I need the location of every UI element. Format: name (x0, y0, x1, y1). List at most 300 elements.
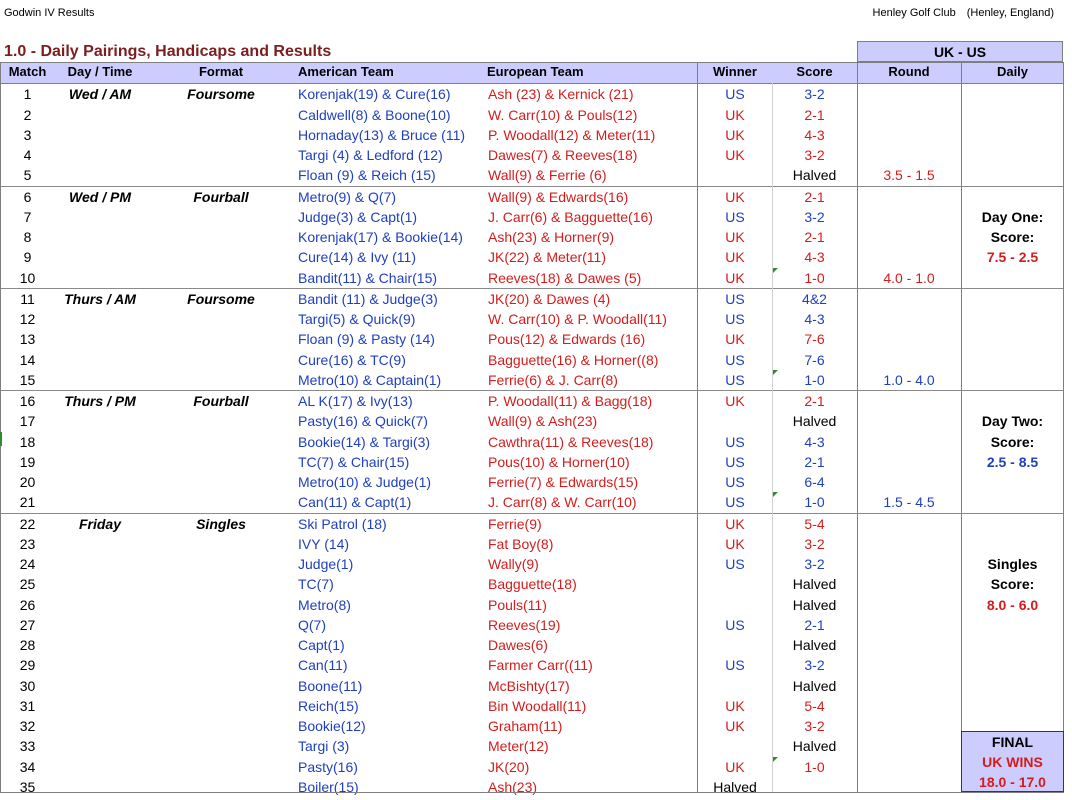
american-team-cell: Caldwell(8) & Boone(10) (298, 106, 451, 123)
european-team-cell: Meter(12) (488, 738, 549, 755)
results-table (0, 62, 1064, 797)
match-cell: 20 (19, 474, 36, 490)
round-score-cell (857, 309, 961, 329)
winner-cell (698, 676, 772, 696)
day-time-cell (55, 736, 145, 756)
round-score-cell (857, 187, 961, 207)
round-score-cell (857, 635, 961, 655)
score-cell: 6-4 (804, 474, 825, 490)
round-score-cell (857, 514, 961, 534)
american-team-cell: IVY (14) (298, 535, 350, 552)
daily-score-cell: Score: (990, 229, 1035, 245)
score-cell: 3-2 (804, 556, 825, 572)
table-row (0, 757, 1064, 777)
match-cell: 8 (23, 229, 32, 245)
day-time-cell: Thurs / PM (64, 393, 136, 409)
day-time-cell (55, 145, 145, 165)
score-cell: 3-2 (804, 86, 825, 103)
format-cell (145, 105, 297, 125)
col-american: American Team (298, 64, 394, 79)
match-cell: 23 (19, 535, 36, 552)
table-row (0, 268, 1064, 289)
winner-cell: UK (725, 515, 745, 532)
score-cell: 3-2 (804, 718, 825, 734)
format-cell (145, 309, 297, 329)
european-team-cell: W. Carr(10) & P. Woodall(11) (488, 311, 667, 327)
american-team-cell: Capt(1) (298, 637, 345, 653)
round-score-cell (857, 736, 961, 756)
winner-cell: UK (725, 697, 745, 714)
table-body (0, 84, 1064, 797)
score-cell: 5-4 (804, 515, 825, 532)
score-cell: Halved (792, 677, 837, 694)
day-time-cell: Friday (78, 515, 121, 532)
day-time-cell: Wed / PM (69, 188, 131, 205)
match-cell: 25 (19, 576, 36, 593)
day-time-cell (55, 676, 145, 696)
daily-score-cell: Day One: (981, 208, 1044, 225)
round-score-cell (857, 574, 961, 594)
round-score-cell (857, 757, 961, 777)
match-cell: 3 (23, 126, 32, 143)
round-score-cell (857, 391, 961, 411)
daily-score-cell (961, 187, 1064, 207)
table-row (0, 452, 1064, 472)
daily-score-cell: 8.0 - 6.0 (986, 596, 1039, 613)
daily-score-cell (961, 676, 1064, 696)
american-team-cell: AL K(17) & Ivy(13) (298, 393, 413, 409)
format-cell (145, 635, 297, 655)
match-cell: 34 (19, 758, 36, 775)
document-title: Godwin IV Results (4, 7, 95, 19)
club-info (873, 7, 1054, 19)
match-cell: 7 (23, 208, 32, 225)
table-row (0, 574, 1064, 594)
round-score-cell (857, 350, 961, 370)
format-cell: Singles (196, 515, 246, 532)
score-cell: 7-6 (804, 331, 825, 348)
score-cell: 2-1 (804, 393, 825, 409)
col-daily: Daily (996, 64, 1029, 79)
table-row (0, 736, 1064, 756)
european-team-cell: Wall(9) & Edwards(16) (488, 188, 629, 205)
match-cell: 15 (19, 371, 36, 388)
round-score-cell (857, 227, 961, 247)
winner-cell: US (725, 86, 745, 103)
daily-score-cell (961, 125, 1064, 145)
score-cell: 4-3 (804, 126, 825, 143)
daily-score-cell (961, 289, 1064, 309)
american-team-cell: Bandit (11) & Judge(3) (298, 290, 438, 307)
day-time-cell (55, 472, 145, 492)
european-team-cell: Fat Boy(8) (488, 535, 554, 552)
format-cell (145, 329, 297, 349)
winner-cell: UK (725, 718, 745, 734)
table-row (0, 615, 1064, 635)
cell-marker (0, 432, 2, 446)
table-row (0, 227, 1064, 247)
col-score: Score (796, 64, 833, 79)
daily-score-cell (961, 105, 1064, 125)
european-team-cell: J. Carr(6) & Bagguette(16) (488, 208, 653, 225)
american-team-cell: Metro(8) (298, 596, 351, 613)
european-team-cell: Ash(23) (488, 778, 538, 795)
match-cell: 22 (19, 515, 36, 532)
european-team-cell: Pous(12) & Edwards (16) (488, 331, 646, 348)
table-row (0, 655, 1064, 675)
european-team-cell: Pouls(11) (488, 596, 547, 613)
european-team-cell: Bin Woodall(11) (488, 697, 587, 714)
european-team-cell: Bagguette(16) & Horner((8) (488, 351, 659, 368)
round-score-cell (857, 595, 961, 615)
table-row (0, 716, 1064, 736)
score-cell: 3-2 (804, 147, 825, 163)
day-time-cell (55, 757, 145, 777)
table-row (0, 534, 1064, 554)
table-row (0, 696, 1064, 716)
winner-cell: US (725, 311, 745, 327)
format-cell: Foursome (187, 290, 255, 307)
match-cell: 27 (19, 616, 36, 633)
table-row (0, 289, 1064, 309)
format-cell (145, 411, 297, 431)
match-cell: 19 (19, 453, 36, 470)
round-score-cell (857, 716, 961, 736)
daily-score-cell (961, 492, 1064, 512)
score-cell: Halved (792, 637, 837, 653)
american-team-cell: Metro(10) & Judge(1) (298, 474, 432, 490)
table-row (0, 329, 1064, 349)
table-row (0, 350, 1064, 370)
score-cell: 3-2 (804, 657, 825, 674)
table-row (0, 676, 1064, 696)
score-cell: 4&2 (802, 290, 827, 307)
format-cell: Fourball (193, 188, 249, 205)
winner-cell (698, 411, 772, 431)
day-time-cell (55, 370, 145, 390)
european-team-cell: Wally(9) (488, 556, 539, 572)
daily-score-cell: Day Two: (981, 413, 1044, 430)
winner-cell: UK (725, 229, 745, 245)
american-team-cell: Floan (9) & Reich (15) (298, 167, 436, 184)
winner-cell: UK (725, 147, 745, 163)
european-team-cell: Ferrie(7) & Edwards(15) (488, 474, 639, 490)
comment-marker (773, 370, 778, 375)
american-team-cell: Targi (3) (298, 738, 350, 755)
table-row (0, 554, 1064, 574)
day-time-cell (55, 268, 145, 288)
match-cell: 6 (23, 188, 32, 205)
format-cell (145, 227, 297, 247)
club-location: (Henley, England) (966, 7, 1054, 19)
daily-score-cell (961, 84, 1064, 104)
daily-score-cell (961, 514, 1064, 534)
score-cell: 2-1 (804, 106, 825, 123)
american-team-cell: Cure(14) & Ivy (11) (298, 249, 416, 266)
european-team-cell: Ferrie(9) (488, 515, 542, 532)
round-score-cell (857, 207, 961, 227)
winner-cell: US (725, 494, 745, 511)
european-team-cell: JK(22) & Meter(11) (488, 249, 606, 266)
format-cell (145, 757, 297, 777)
day-time-cell (55, 615, 145, 635)
daily-score-cell (961, 350, 1064, 370)
match-cell: 28 (19, 637, 36, 653)
match-cell: 26 (19, 596, 36, 613)
format-cell (145, 534, 297, 554)
format-cell (145, 574, 297, 594)
european-team-cell: P. Woodall(11) & Bagg(18) (488, 393, 653, 409)
table-row (0, 84, 1064, 104)
format-cell: Fourball (193, 393, 249, 409)
col-round: Round (888, 64, 930, 79)
round-score-cell (857, 289, 961, 309)
day-time-cell (55, 350, 145, 370)
day-time-cell: Thurs / AM (64, 290, 136, 307)
european-team-cell: JK(20) (488, 758, 530, 775)
round-score-cell (857, 655, 961, 675)
american-team-cell: Ski Patrol (18) (298, 515, 387, 532)
daily-score-cell (961, 370, 1064, 390)
american-team-cell: Judge(3) & Capt(1) (298, 208, 418, 225)
daily-score-cell (961, 615, 1064, 635)
winner-cell: US (725, 208, 745, 225)
format-cell (145, 655, 297, 675)
winner-cell: UK (725, 249, 745, 266)
day-time-cell (55, 329, 145, 349)
col-european: European Team (487, 64, 584, 79)
round-score-cell (857, 411, 961, 431)
comment-marker (773, 757, 778, 762)
winner-cell: US (725, 556, 745, 572)
winner-cell: US (725, 453, 745, 470)
daily-score-cell (961, 655, 1064, 675)
table-row (0, 370, 1064, 391)
american-team-cell: Metro(9) & Q(7) (298, 188, 397, 205)
round-score-cell (857, 329, 961, 349)
american-team-cell: Can(11) (298, 657, 348, 674)
format-cell (145, 492, 297, 512)
european-team-cell: J. Carr(8) & W. Carr(10) (488, 494, 637, 511)
round-score-cell: 1.0 - 4.0 (883, 371, 935, 388)
format-cell: Foursome (187, 86, 255, 103)
day-time-cell (55, 411, 145, 431)
table-row (0, 145, 1064, 165)
match-cell: 35 (19, 778, 36, 795)
score-cell: 3-2 (804, 208, 825, 225)
format-cell (145, 432, 297, 452)
european-team-cell: Bagguette(18) (488, 576, 577, 593)
score-cell: 1-0 (804, 269, 825, 286)
score-cell: 2-1 (804, 616, 825, 633)
winner-cell: US (725, 371, 745, 388)
score-cell: 1-0 (804, 371, 825, 388)
winner-cell: UK (725, 535, 745, 552)
daily-score-cell: 7.5 - 2.5 (986, 249, 1039, 266)
european-team-cell: Ferrie(6) & J. Carr(8) (488, 371, 618, 388)
round-score-cell (857, 777, 961, 797)
match-cell: 24 (19, 556, 36, 572)
american-team-cell: Targi (4) & Ledford (12) (298, 147, 443, 163)
round-score-cell (857, 145, 961, 165)
table-row (0, 514, 1064, 534)
final-winner: UK WINS (982, 754, 1043, 770)
format-cell (145, 472, 297, 492)
format-cell (145, 716, 297, 736)
american-team-cell: TC(7) (298, 576, 334, 593)
european-team-cell: Wall(9) & Ferrie (6) (488, 167, 607, 184)
round-score-cell (857, 554, 961, 574)
day-time-cell (55, 635, 145, 655)
format-cell (145, 676, 297, 696)
table-row (0, 187, 1064, 207)
table-row (0, 125, 1064, 145)
winner-cell: UK (725, 758, 745, 775)
daily-score-cell: Singles (987, 556, 1038, 572)
final-score: 18.0 - 17.0 (979, 774, 1046, 790)
format-cell (145, 350, 297, 370)
american-team-cell: Q(7) (298, 616, 326, 633)
format-cell (145, 595, 297, 615)
comment-marker (773, 492, 778, 497)
european-team-cell: Graham(11) (488, 718, 563, 734)
table-row (0, 635, 1064, 655)
daily-score-cell (961, 391, 1064, 411)
daily-score-cell (961, 309, 1064, 329)
american-team-cell: Korenjak(19) & Cure(16) (298, 86, 451, 103)
score-cell: 5-4 (804, 697, 825, 714)
round-score-cell: 1.5 - 4.5 (883, 494, 935, 511)
round-score-cell (857, 125, 961, 145)
round-score-cell: 3.5 - 1.5 (883, 167, 935, 184)
column-headers (0, 62, 1064, 84)
day-time-cell (55, 696, 145, 716)
winner-cell: UK (725, 188, 745, 205)
score-cell: 1-0 (804, 494, 825, 511)
page-title: 1.0 - Daily Pairings, Handicaps and Results (4, 43, 332, 60)
comment-marker (773, 268, 778, 273)
winner-cell: UK (725, 269, 745, 286)
round-score-cell (857, 696, 961, 716)
match-cell: 13 (19, 331, 36, 348)
day-time-cell (55, 247, 145, 267)
american-team-cell: Pasty(16) & Quick(7) (298, 413, 428, 430)
table-row (0, 165, 1064, 186)
daily-score-cell (961, 534, 1064, 554)
european-team-cell: Cawthra(11) & Reeves(18) (488, 433, 654, 450)
round-score-cell (857, 247, 961, 267)
day-time-cell (55, 432, 145, 452)
winner-cell (698, 635, 772, 655)
match-cell: 32 (19, 718, 36, 734)
winner-cell: UK (725, 331, 745, 348)
day-time-cell (55, 554, 145, 574)
daily-score-cell: Score: (990, 576, 1035, 593)
score-cell: 7-6 (804, 351, 825, 368)
round-score-cell: 4.0 - 1.0 (883, 269, 935, 286)
american-team-cell: Floan (9) & Pasty (14) (298, 331, 435, 348)
european-team-cell: Dawes(7) & Reeves(18) (488, 147, 638, 163)
day-time-cell (55, 227, 145, 247)
table-row (0, 472, 1064, 492)
format-cell (145, 736, 297, 756)
score-cell: 3-2 (804, 535, 825, 552)
score-cell (772, 777, 857, 797)
american-team-cell: Bandit(11) & Chair(15) (298, 269, 438, 286)
table-row (0, 432, 1064, 452)
winner-cell: UK (725, 393, 745, 409)
format-cell (145, 554, 297, 574)
american-team-cell: Reich(15) (298, 697, 359, 714)
european-team-cell: Reeves(19) (488, 616, 561, 633)
format-cell (145, 247, 297, 267)
american-team-cell: Korenjak(17) & Bookie(14) (298, 229, 463, 245)
american-team-cell: Bookie(12) (298, 718, 366, 734)
match-cell: 31 (19, 697, 36, 714)
day-time-cell (55, 595, 145, 615)
day-time-cell (55, 105, 145, 125)
daily-score-cell (961, 165, 1064, 185)
winner-cell: US (725, 657, 745, 674)
score-cell: 2-1 (804, 188, 825, 205)
format-cell (145, 165, 297, 185)
day-time-cell (55, 655, 145, 675)
european-team-cell: Reeves(18) & Dawes (5) (488, 269, 642, 286)
match-cell: 29 (19, 657, 36, 674)
match-cell: 1 (23, 86, 32, 103)
match-cell: 5 (23, 167, 32, 184)
score-cell: Halved (792, 413, 837, 430)
winner-cell: US (725, 433, 745, 450)
match-cell: 30 (19, 677, 36, 694)
table-row (0, 411, 1064, 431)
day-time-cell (55, 777, 145, 797)
format-cell (145, 207, 297, 227)
european-team-cell: Farmer Carr((11) (488, 657, 593, 674)
table-row (0, 207, 1064, 227)
score-cell: Halved (792, 738, 837, 755)
daily-score-cell (961, 145, 1064, 165)
american-team-cell: TC(7) & Chair(15) (298, 453, 410, 470)
winner-cell: US (725, 351, 745, 368)
round-score-cell (857, 615, 961, 635)
round-score-cell (857, 452, 961, 472)
round-score-cell (857, 432, 961, 452)
daily-score-cell (961, 268, 1064, 288)
european-team-cell: P. Woodall(12) & Meter(11) (488, 126, 656, 143)
european-team-cell: Ash(23) & Horner(9) (488, 229, 615, 245)
winner-cell: US (725, 616, 745, 633)
day-time-cell (55, 452, 145, 472)
european-team-cell: McBishty(17) (488, 677, 570, 694)
summary-header: UK - US (857, 41, 1063, 62)
european-team-cell: Wall(9) & Ash(23) (488, 413, 598, 430)
american-team-cell: Cure(16) & TC(9) (298, 351, 406, 368)
match-cell: 21 (19, 494, 36, 511)
day-time-cell (55, 716, 145, 736)
american-team-cell: Can(11) & Capt(1) (298, 494, 412, 511)
european-team-cell: Pous(10) & Horner(10) (488, 453, 630, 470)
score-cell: 4-3 (804, 311, 825, 327)
table-row (0, 247, 1064, 267)
format-cell (145, 615, 297, 635)
american-team-cell: Metro(10) & Captain(1) (298, 371, 442, 388)
round-score-cell (857, 105, 961, 125)
day-time-cell (55, 534, 145, 554)
winner-cell: UK (725, 106, 745, 123)
winner-cell: US (725, 474, 745, 490)
table-row (0, 309, 1064, 329)
